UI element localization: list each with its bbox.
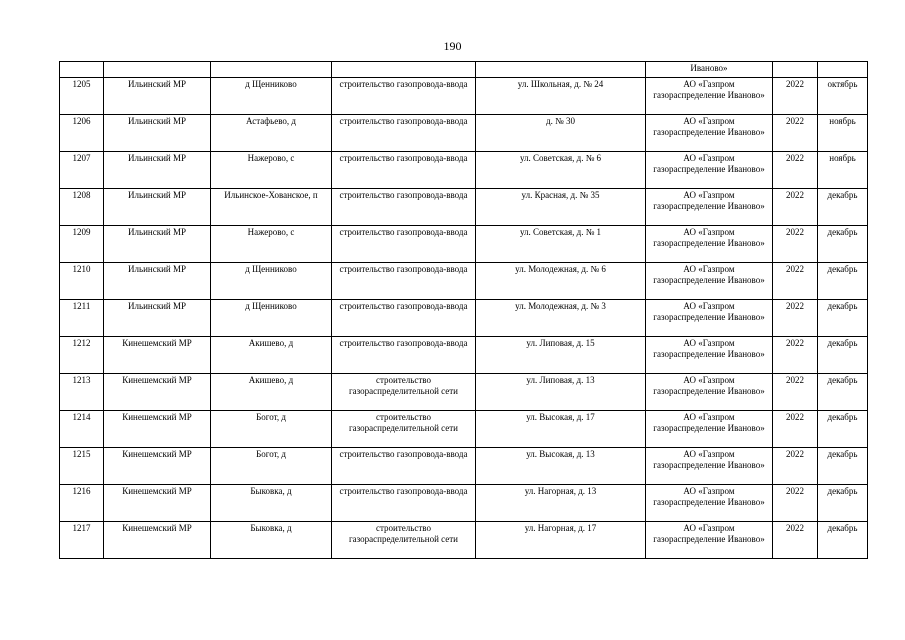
cell-address: ул. Нагорная, д. 13 <box>476 485 646 522</box>
cell-month: декабрь <box>818 411 868 448</box>
cell-month: ноябрь <box>818 152 868 189</box>
cell-settlement: Быковка, д <box>211 522 332 559</box>
cell-address: ул. Нагорная, д. 17 <box>476 522 646 559</box>
cell-district: Кинешемский МР <box>104 522 211 559</box>
cell-settlement: д Щенниково <box>211 263 332 300</box>
cell-number: 1208 <box>60 189 104 226</box>
cell-number: 1205 <box>60 78 104 115</box>
cell-settlement: Астафьево, д <box>211 115 332 152</box>
cell-address: ул. Красная, д. № 35 <box>476 189 646 226</box>
cell-year: 2022 <box>773 300 818 337</box>
cell-number: 1217 <box>60 522 104 559</box>
cell-settlement: Акишево, д <box>211 374 332 411</box>
cell-month: декабрь <box>818 485 868 522</box>
cell-settlement: Нажерово, с <box>211 226 332 263</box>
table-row <box>60 115 868 152</box>
cell-year: 2022 <box>773 522 818 559</box>
cell-organization: АО «Газпром газораспределение Иваново» <box>646 263 773 300</box>
cell-address: д. № 30 <box>476 115 646 152</box>
cell-work: строительство газопровода-ввода <box>332 263 476 300</box>
cell-year: 2022 <box>773 411 818 448</box>
cell-month: ноябрь <box>818 115 868 152</box>
table-row <box>60 226 868 263</box>
cell-district: Ильинский МР <box>104 189 211 226</box>
cell-month <box>818 62 868 78</box>
cell-organization: Иваново» <box>646 62 773 78</box>
cell-number: 1209 <box>60 226 104 263</box>
cell-month: декабрь <box>818 337 868 374</box>
cell-district: Кинешемский МР <box>104 337 211 374</box>
cell-settlement: Нажерово, с <box>211 152 332 189</box>
cell-organization: АО «Газпром газораспределение Иваново» <box>646 189 773 226</box>
cell-district: Ильинский МР <box>104 226 211 263</box>
cell-work: строительство газопровода-ввода <box>332 78 476 115</box>
table-row <box>60 78 868 115</box>
cell-organization: АО «Газпром газораспределение Иваново» <box>646 374 773 411</box>
cell-work: строительство газораспределительной сети <box>332 411 476 448</box>
cell-address <box>476 62 646 78</box>
cell-year: 2022 <box>773 152 818 189</box>
table-row <box>60 522 868 559</box>
cell-year: 2022 <box>773 189 818 226</box>
cell-settlement <box>211 62 332 78</box>
cell-year: 2022 <box>773 337 818 374</box>
cell-number: 1212 <box>60 337 104 374</box>
cell-organization: АО «Газпром газораспределение Иваново» <box>646 226 773 263</box>
cell-organization: АО «Газпром газораспределение Иваново» <box>646 152 773 189</box>
cell-organization: АО «Газпром газораспределение Иваново» <box>646 78 773 115</box>
cell-work: строительство газопровода-ввода <box>332 152 476 189</box>
cell-organization: АО «Газпром газораспределение Иваново» <box>646 337 773 374</box>
gasification-table <box>59 61 868 559</box>
cell-district: Ильинский МР <box>104 300 211 337</box>
table-row <box>60 485 868 522</box>
table-row <box>60 189 868 226</box>
cell-month: декабрь <box>818 263 868 300</box>
cell-work: строительство газопровода-ввода <box>332 485 476 522</box>
cell-organization: АО «Газпром газораспределение Иваново» <box>646 411 773 448</box>
cell-settlement: д Щенниково <box>211 78 332 115</box>
table-row <box>60 152 868 189</box>
page-number: 190 <box>443 39 462 53</box>
cell-month: декабрь <box>818 189 868 226</box>
cell-month: декабрь <box>818 374 868 411</box>
cell-district: Кинешемский МР <box>104 411 211 448</box>
cell-district: Ильинский МР <box>104 263 211 300</box>
table-row <box>60 448 868 485</box>
cell-organization: АО «Газпром газораспределение Иваново» <box>646 448 773 485</box>
cell-address: ул. Высокая, д. 13 <box>476 448 646 485</box>
cell-district: Ильинский МР <box>104 115 211 152</box>
cell-district: Ильинский МР <box>104 152 211 189</box>
cell-number: 1206 <box>60 115 104 152</box>
cell-settlement: Ильинское-Хованское, п <box>211 189 332 226</box>
cell-year: 2022 <box>773 226 818 263</box>
cell-month: декабрь <box>818 300 868 337</box>
table-row-continuation <box>60 62 868 78</box>
cell-work: строительство газопровода-ввода <box>332 300 476 337</box>
cell-month: октябрь <box>818 78 868 115</box>
cell-work: строительство газопровода-ввода <box>332 337 476 374</box>
cell-address: ул. Молодежная, д. № 6 <box>476 263 646 300</box>
cell-work: строительство газопровода-ввода <box>332 115 476 152</box>
cell-district <box>104 62 211 78</box>
cell-settlement: Быковка, д <box>211 485 332 522</box>
cell-month: декабрь <box>818 522 868 559</box>
cell-organization: АО «Газпром газораспределение Иваново» <box>646 522 773 559</box>
cell-year: 2022 <box>773 263 818 300</box>
cell-district: Ильинский МР <box>104 78 211 115</box>
cell-work: строительство газопровода-ввода <box>332 189 476 226</box>
cell-organization: АО «Газпром газораспределение Иваново» <box>646 300 773 337</box>
cell-number <box>60 62 104 78</box>
cell-address: ул. Советская, д. № 6 <box>476 152 646 189</box>
cell-organization: АО «Газпром газораспределение Иваново» <box>646 485 773 522</box>
cell-year: 2022 <box>773 374 818 411</box>
cell-organization: АО «Газпром газораспределение Иваново» <box>646 115 773 152</box>
cell-address: ул. Липовая, д. 15 <box>476 337 646 374</box>
cell-settlement: д Щенниково <box>211 300 332 337</box>
cell-year <box>773 62 818 78</box>
cell-year: 2022 <box>773 78 818 115</box>
cell-work: строительство газораспределительной сети <box>332 374 476 411</box>
cell-year: 2022 <box>773 485 818 522</box>
cell-district: Кинешемский МР <box>104 374 211 411</box>
cell-year: 2022 <box>773 115 818 152</box>
cell-work: строительство газопровода-ввода <box>332 226 476 263</box>
table-row <box>60 300 868 337</box>
cell-address: ул. Высокая, д. 17 <box>476 411 646 448</box>
table-row <box>60 263 868 300</box>
table-row <box>60 337 868 374</box>
cell-work <box>332 62 476 78</box>
cell-year: 2022 <box>773 448 818 485</box>
cell-address: ул. Школьная, д. № 24 <box>476 78 646 115</box>
cell-number: 1215 <box>60 448 104 485</box>
cell-number: 1211 <box>60 300 104 337</box>
cell-month: декабрь <box>818 448 868 485</box>
cell-district: Кинешемский МР <box>104 448 211 485</box>
cell-work: строительство газораспределительной сети <box>332 522 476 559</box>
cell-number: 1207 <box>60 152 104 189</box>
cell-number: 1216 <box>60 485 104 522</box>
cell-number: 1210 <box>60 263 104 300</box>
cell-address: ул. Советская, д. № 1 <box>476 226 646 263</box>
cell-settlement: Богот, д <box>211 411 332 448</box>
cell-settlement: Акишево, д <box>211 337 332 374</box>
cell-number: 1213 <box>60 374 104 411</box>
table-row <box>60 374 868 411</box>
cell-work: строительство газопровода-ввода <box>332 448 476 485</box>
cell-settlement: Богот, д <box>211 448 332 485</box>
cell-address: ул. Липовая, д. 13 <box>476 374 646 411</box>
cell-number: 1214 <box>60 411 104 448</box>
table-row <box>60 411 868 448</box>
cell-address: ул. Молодежная, д. № 3 <box>476 300 646 337</box>
cell-district: Кинешемский МР <box>104 485 211 522</box>
cell-month: декабрь <box>818 226 868 263</box>
